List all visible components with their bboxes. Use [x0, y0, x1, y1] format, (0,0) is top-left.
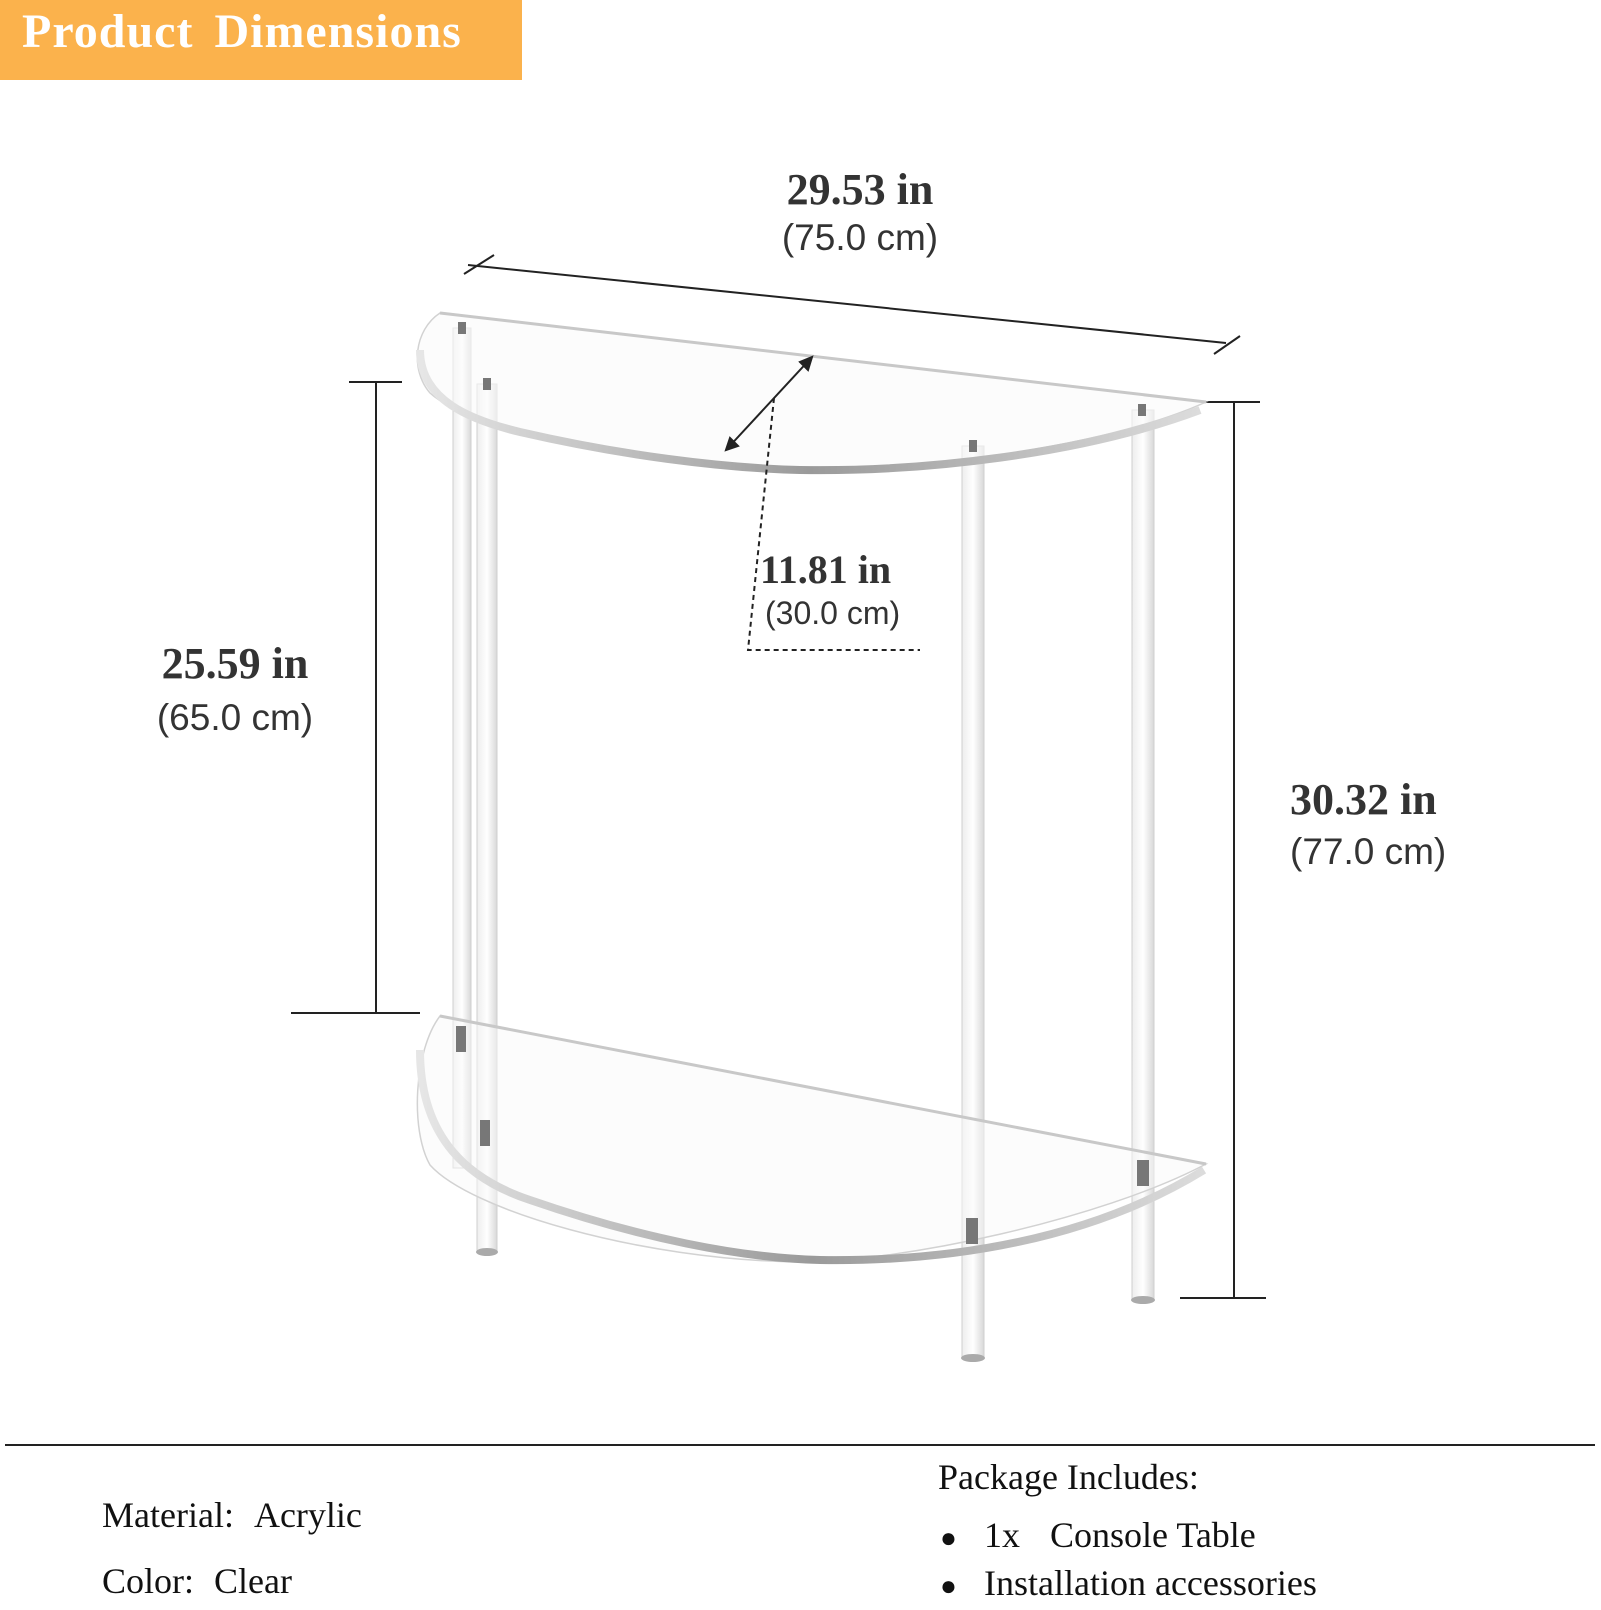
- banner-title: Product Dimensions: [22, 5, 462, 58]
- shelf-gap-dimension: [135, 638, 335, 739]
- divider: [5, 1444, 1595, 1446]
- package-item-text: Console Table: [1050, 1515, 1256, 1555]
- bullet-icon: ●: [940, 1523, 957, 1554]
- width-cm: (75.0 cm): [781, 217, 939, 258]
- package-item-text: Installation accessories: [984, 1563, 1317, 1603]
- width-inches: 29.53 in: [786, 165, 934, 214]
- bullet-icon: ●: [940, 1571, 957, 1602]
- height-cm: (77.0 cm): [1290, 831, 1447, 872]
- spec-color: [102, 1560, 292, 1602]
- shelf-gap-cm: (65.0 cm): [156, 697, 314, 738]
- package-item-qty: 1x: [984, 1515, 1020, 1555]
- height-dimension: [1290, 774, 1490, 873]
- bottom-shelf: [417, 1016, 1206, 1262]
- height-inches: 30.32 in: [1290, 775, 1437, 824]
- depth-cm: (30.0 cm): [765, 595, 901, 631]
- shelf-gap-inches: 25.59 in: [161, 639, 309, 688]
- package-item: [940, 1562, 1317, 1610]
- top-shelf: [417, 313, 1206, 470]
- color-label: Color:: [102, 1561, 195, 1601]
- width-dimension: [760, 164, 960, 259]
- depth-dimension: [760, 546, 940, 632]
- material-label: Material:: [102, 1495, 234, 1535]
- spec-material: [102, 1494, 362, 1536]
- color-value: Clear: [214, 1561, 292, 1601]
- depth-inches: 11.81 in: [760, 547, 892, 592]
- material-value: Acrylic: [253, 1495, 362, 1535]
- package-list: [940, 1514, 1317, 1610]
- package-item: [940, 1514, 1317, 1562]
- package-title: Package Includes:: [938, 1457, 1199, 1497]
